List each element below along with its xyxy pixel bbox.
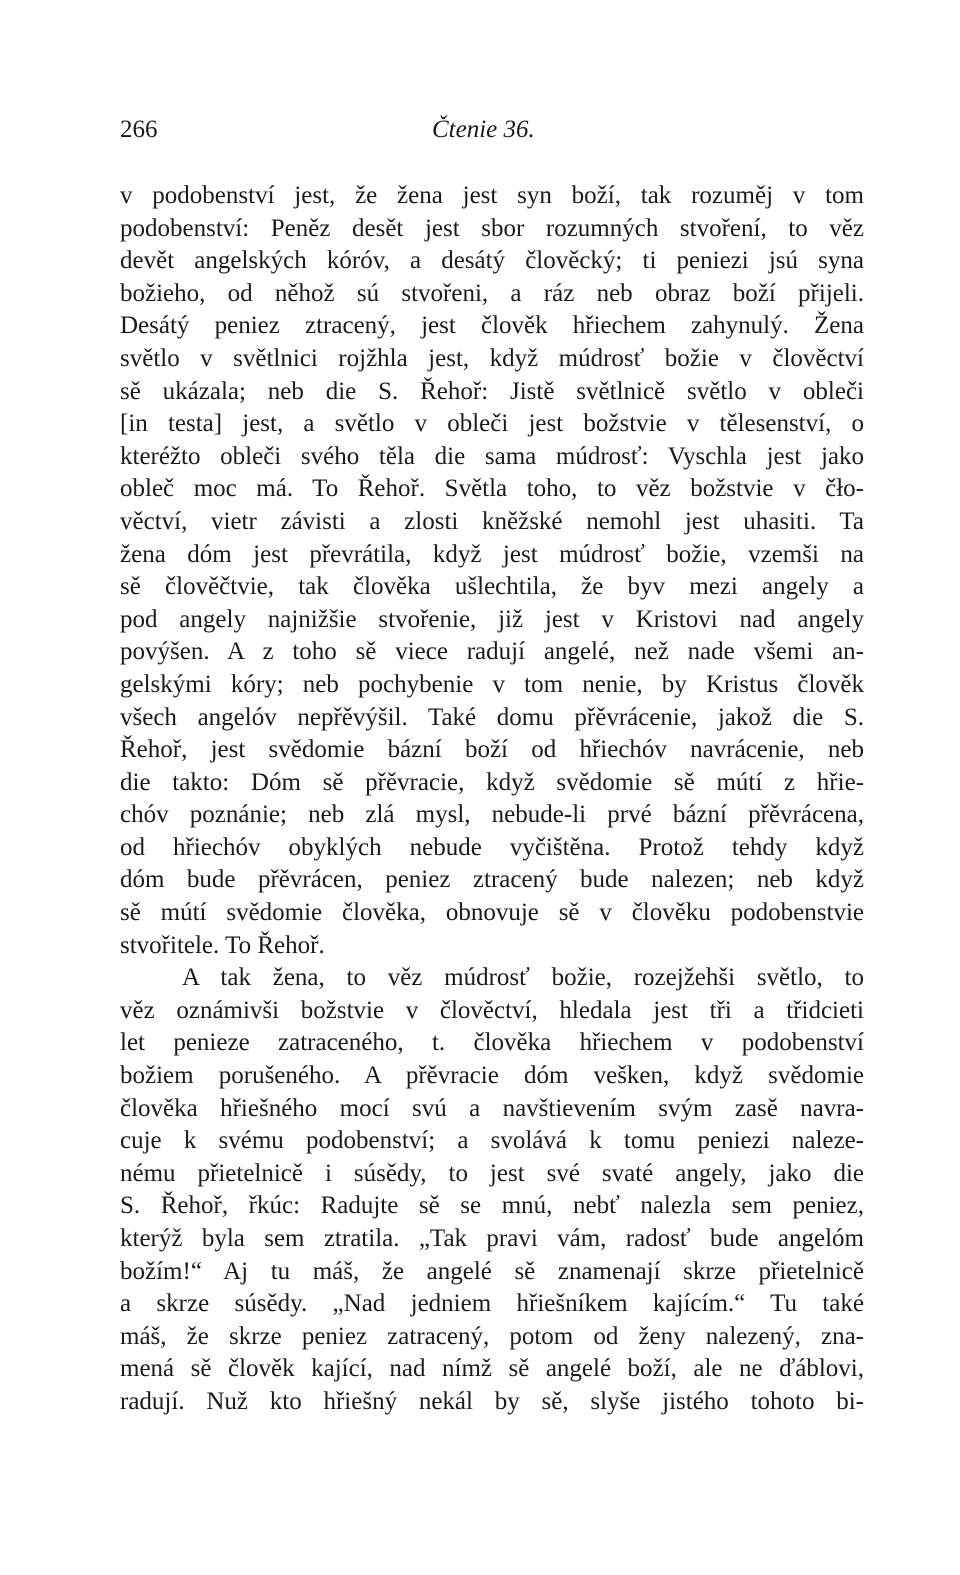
text-line: gelskými kóry; neb pochybenie v tom nenie, by Kristus člověk (120, 670, 864, 698)
paragraph-end-line: stvořitele. To Řehoř. (120, 931, 325, 959)
text-line: máš, že skrze peniez zatracený, potom od ženy nalezený, zna- (120, 1322, 864, 1350)
running-title: Čtenie 36. (432, 116, 535, 143)
text-line: sě mútí svědomie člověka, obnovuje sě v člověku podobenstvie (120, 899, 864, 927)
text-line: let penieze zatraceného, t. člověka hřiechem v podobenství (120, 1029, 864, 1057)
text-line: a skrze súsědy. „Nad jedniem hřiešníkem kajícím.“ Tu také (120, 1290, 864, 1318)
text-line: věctví, vietr závisti a zlosti kněžské nemohl jest uhasiti. Ta (120, 507, 864, 535)
text-line: žena dóm jest převrátila, když jest múdrosť božie, vzemši na (120, 540, 864, 568)
text-line: světlo v světlnici rojžhla jest, když múdrosť božie v člověctví (120, 344, 864, 372)
text-line: devět angelských kóróv, a desátý člověcký; ti peniezi jsú syna (120, 247, 864, 275)
text-line: božím!“ Aj tu máš, že angelé sě znamenají skrze přietelnicě (120, 1257, 864, 1285)
text-line: sě člověčtvie, tak člověka ušlechtila, že byv mezi angely a (120, 573, 864, 601)
text-line: božieho, od něhož sú stvořeni, a ráz neb obraz boží přijeli. (120, 279, 864, 307)
text-line: všech angelóv nepřěvýšil. Také domu přěvrácenie, jakož die S. (120, 703, 864, 731)
text-line: obleč moc má. To Řehoř. Světla toho, to věz božstvie v čło- (120, 475, 864, 503)
text-line: podobenství: Peněz desět jest sbor rozumných stvoření, to věz (120, 214, 864, 242)
text-line: božiem porušeného. A přěvracie dóm vešken, když svědomie (120, 1062, 864, 1090)
text-line: člověka hřiešného mocí svú a navštievením svým zasě navra- (120, 1094, 864, 1122)
paragraph-start-line: A tak žena, to věz múdrosť božie, rozejžehši světlo, to (182, 964, 864, 992)
text-line: pod angely najnižšie stvořenie, již jest v Kristovi nad angely (120, 605, 864, 633)
body-text (120, 180, 864, 1419)
text-line: kterýž byla sem ztratila. „Tak pravi vám, radosť bude angelóm (120, 1225, 864, 1252)
text-line: kteréžto obleči svého těla die sama múdrosť: Vyschla jest jako (120, 442, 864, 470)
text-line: povýšen. A z toho sě viece radují angelé, než nade všemi an- (120, 638, 864, 666)
text-line: chóv poznánie; neb zlá mysl, nebude-li prvé bázní přěvrácena, (120, 801, 864, 829)
page-header (120, 112, 864, 148)
text-line: nému přietelnicě i súsědy, to jest své svaté angely, jako die (120, 1159, 864, 1187)
text-line: radují. Nuž kto hřiešný nekál by sě, slyše jistého tohoto bi- (120, 1387, 864, 1415)
text-line: [in testa] jest, a světlo v obleči jest božstvie v tělesenství, o (120, 410, 864, 438)
text-line: v podobenství jest, že žena jest syn boží, tak rozuměj v tom (120, 182, 864, 209)
text-line: Desátý peniez ztracený, jest člověk hřiechem zahynulý. Žena (120, 312, 864, 340)
text-line: sě ukázala; neb die S. Řehoř: Jistě světlnicě světlo v obleči (120, 377, 864, 405)
text-line: dóm bude přěvrácen, peniez ztracený bude nalezen; neb když (120, 866, 864, 894)
text-line: věz oznámivši božstvie v člověctví, hledala jest tři a třidcieti (120, 996, 864, 1024)
text-line: od hřiechóv obyklých nebude vyčištěna. Protož tehdy když (120, 833, 864, 861)
text-line: Řehoř, jest svědomie bázní boží od hřiechóv navrácenie, neb (120, 736, 864, 764)
text-line: mená sě člověk kající, nad nímž sě angelé boží, ale ne ďáblovi, (120, 1355, 864, 1383)
text-line: die takto: Dóm sě přěvracie, když svědomie sě mútí z hřie- (120, 768, 864, 796)
text-line: S. Řehoř, řkúc: Radujte sě se mnú, nebť nalezla sem peniez, (120, 1192, 864, 1220)
page-number: 266 (120, 116, 158, 143)
text-line: cuje k svému podobenství; a svolává k tomu peniezi naleze- (120, 1127, 864, 1155)
